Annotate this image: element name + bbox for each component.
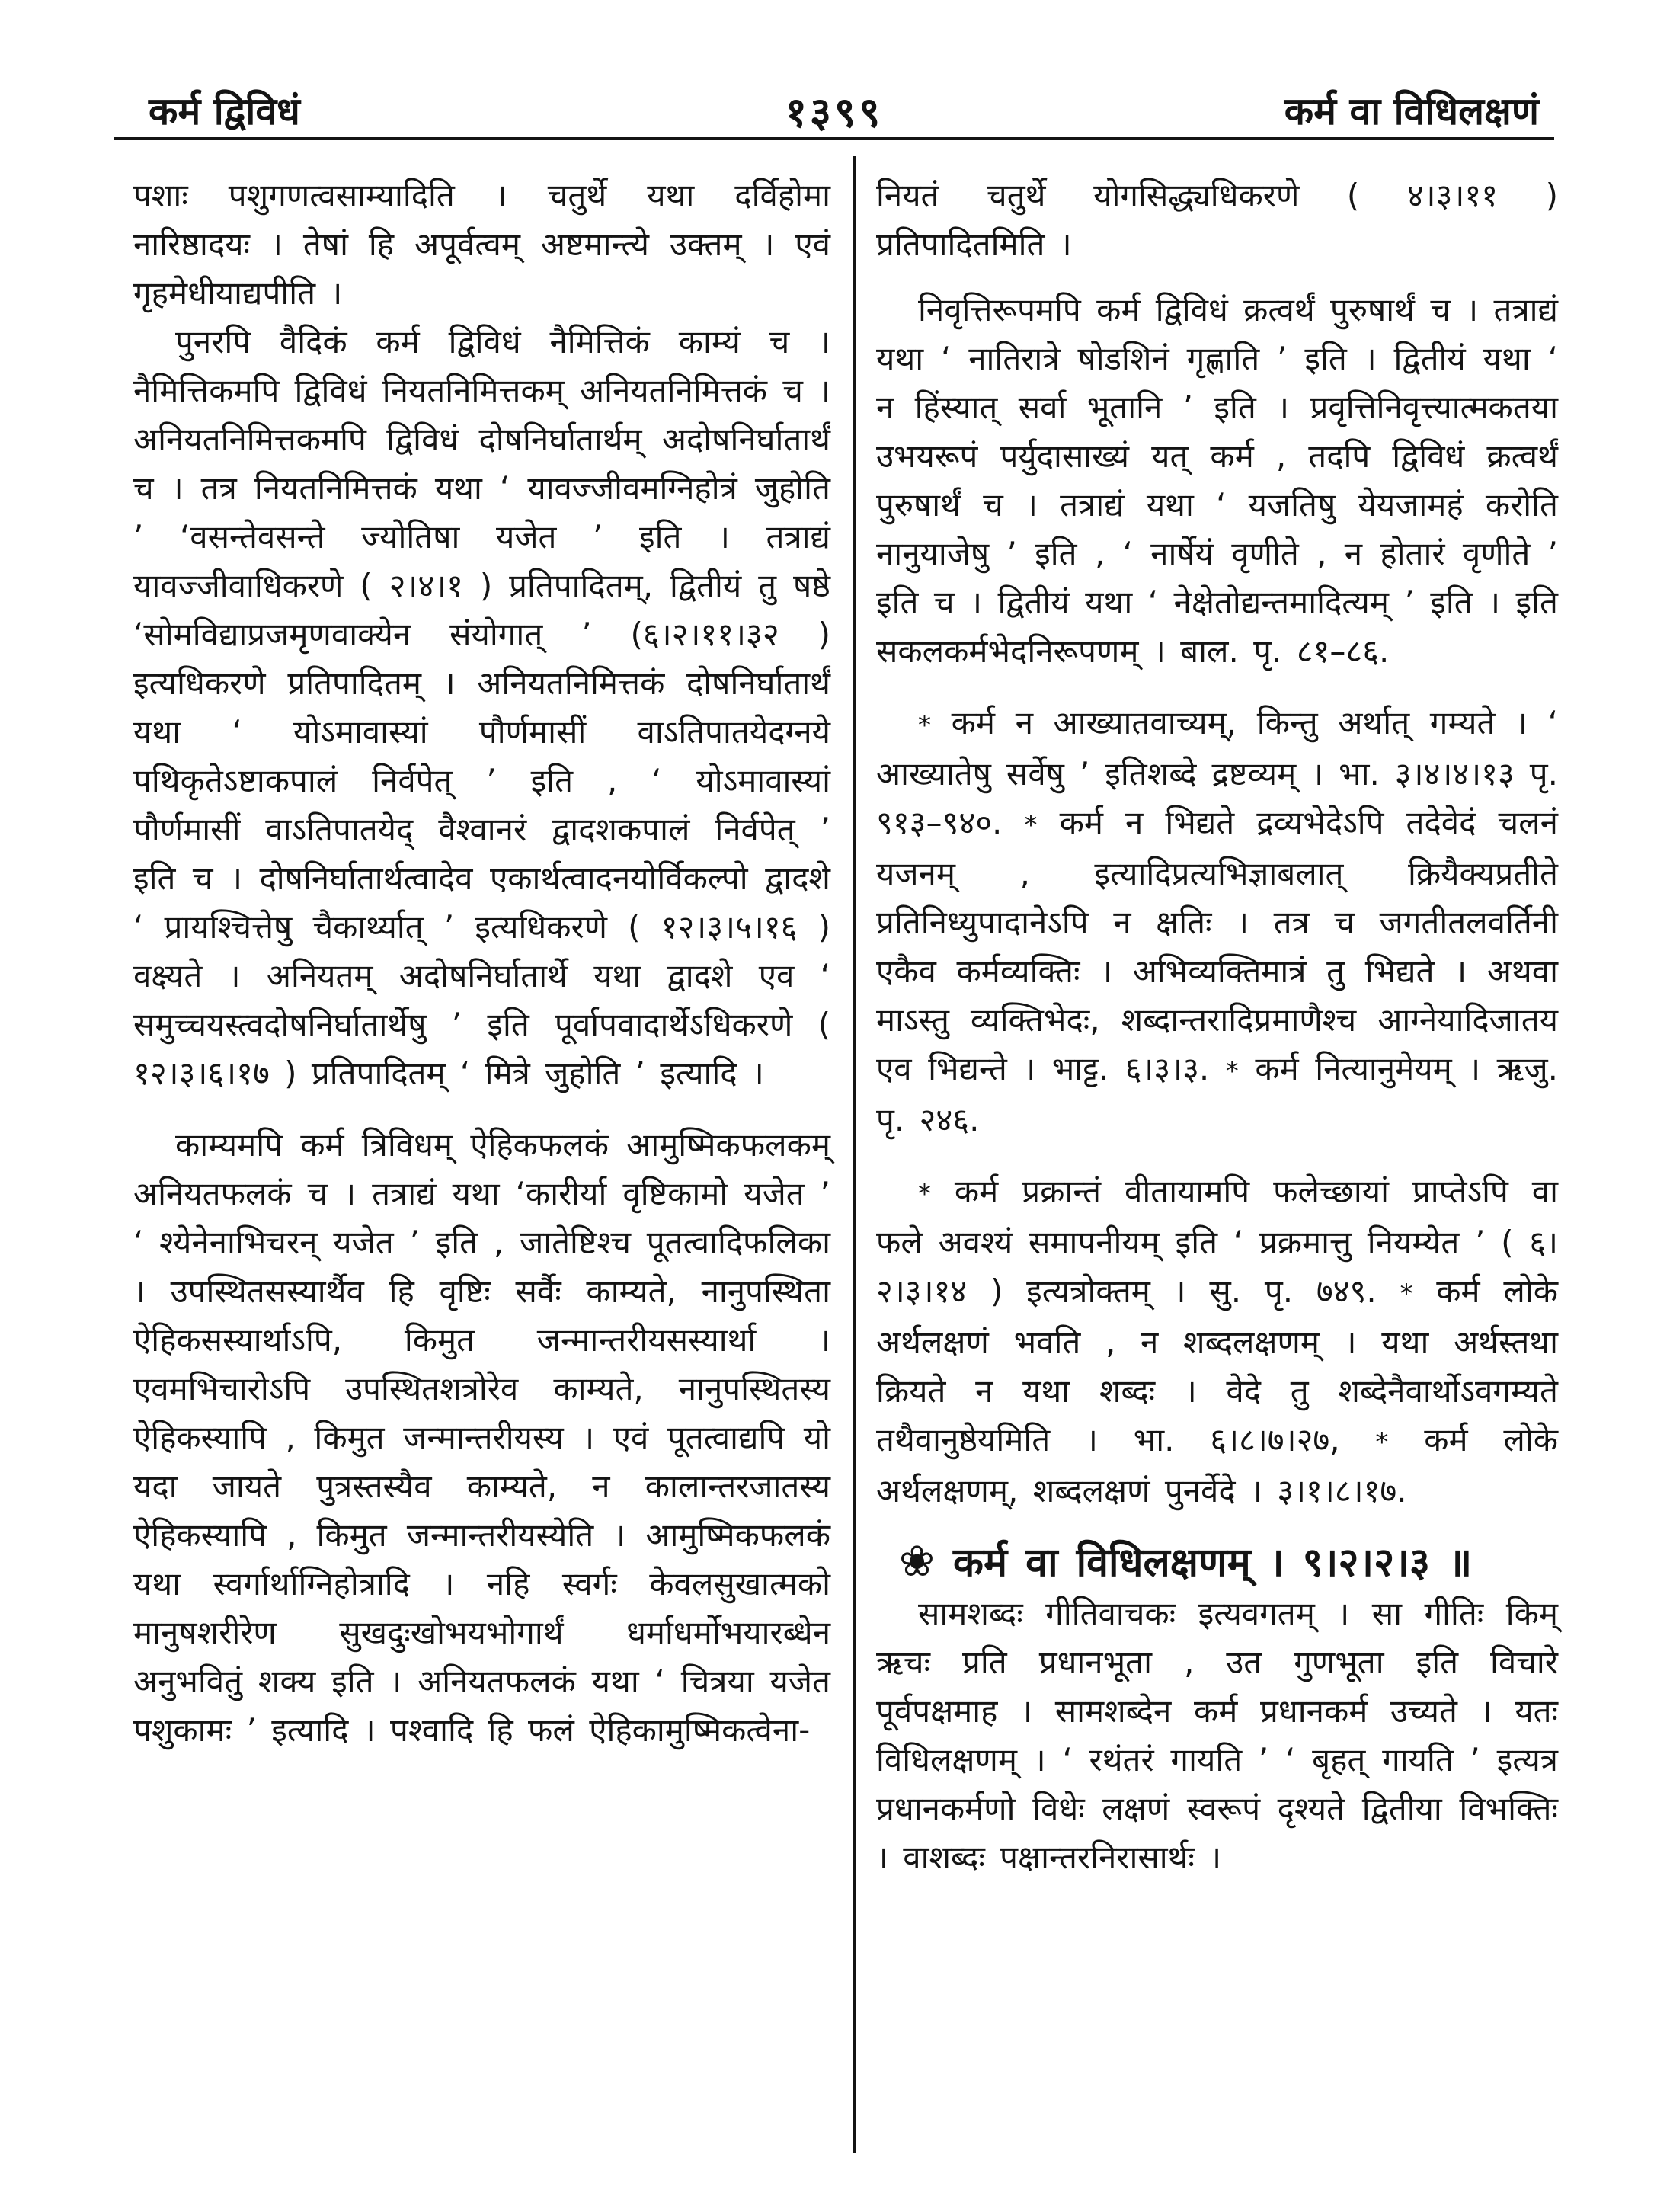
page-number: १३९९	[785, 88, 884, 136]
right-paragraph-2: निवृत्तिरूपमपि कर्म द्विविधं क्रत्वर्थं पुरुषार्थं च । तत्राद्यं यथा ‘ नातिरात्रे षोडशिनं गृह्णाति ’ इति । द्वितीयं यथा ‘ न हिंस्यात् सर्वा भूतानि ’ इति । प्रवृत्तिनिवृत्त्यात्मकतया उभयरूपं पर्युदासाख्यं यत् कर्म , तदपि द्विविधं क्रत्वर्थं पुरुषार्थं च । तत्राद्यं यथा ‘ यजतिषु येयजामहं करोति नानुयाजेषु ’ इति , ‘ नार्षेयं वृणीते , न होतारं वृणीते ’ इति च । द्वितीयं यथा ‘ नेक्षेतोद्यन्तमादित्यम् ’ इति । इति सकलकर्मभेदनिरूपणम् । बाल. पृ. ८१–८६.	[876, 291, 1558, 670]
right-column	[876, 171, 1558, 1882]
column-divider	[853, 156, 856, 2153]
section-ornament-icon: ❀	[899, 1537, 935, 1586]
entry-text-3: कर्म नित्यानुमेयम् । ऋजु. पृ. २४६.	[876, 1050, 1558, 1138]
entry-text-5: कर्म लोके अर्थलक्षणं भवति , न शब्दलक्षणम् । यथा अर्थस्तथा क्रियते न यथा शब्दः । वेदे तु शब्देनैवार्थोऽवगम्यते तथैवानुष्ठेयमिति । भा. ६।८।७।२७,	[876, 1272, 1558, 1458]
left-column	[133, 171, 830, 1755]
left-paragraph-3: काम्यमपि कर्म त्रिविधम् ऐहिकफलकं आमुष्मिकफलकम् अनियतफलकं च । तत्राद्यं यथा ‘कारीर्या वृष्टिकामो यजेत ’ ‘ श्येनेनाभिचरन् यजेत ’ इति , जातेष्टिश्च पूतत्वादिफलिका । उपस्थितसस्यार्थैव हि वृष्टिः सर्वैः काम्यते, नानुपस्थिता ऐहिकसस्यार्थाऽपि, किमुत जन्मान्तरीयसस्यार्था । एवमभिचारोऽपि उपस्थितशत्रोरेव काम्यते, नानुपस्थितस्य ऐहिकस्यापि , किमुत जन्मान्तरीयस्य । एवं पूतत्वाद्यपि यो यदा जायते पुत्रस्तस्यैव काम्यते, न कालान्तरजातस्य ऐहिकस्यापि , किमुत जन्मान्तरीयस्येति । आमुष्मिकफलकं यथा स्वर्गार्थाग्निहोत्रादि । नहि स्वर्गः केवलसुखात्मको मानुषशरीरेण सुखदुःखोभयभोगार्थं धर्माधर्मोभयारब्धेन अनुभवितुं शक्य इति । अनियतफलकं यथा ‘ चित्रया यजेत पशुकामः ’ इत्यादि । पश्वादि हि फलं ऐहिकामुष्मिकत्वेना-	[133, 1126, 830, 1749]
entry-star-marker: *	[1024, 810, 1038, 840]
entry-text-1: कर्म न आख्यातवाच्यम्, किन्तु अर्थात् गम्यते । ‘ आख्यातेषु सर्वेषु ’ इतिशब्दे द्रष्टव्यम् । भा. ३।४।४।१३ पृ. ९१३–९४०.	[876, 704, 1558, 841]
entry-text-6: कर्म लोके अर्थलक्षणम्, शब्दलक्षणं पुनर्वेदे । ३।१।८।१७.	[876, 1421, 1558, 1509]
entry-star-marker: *	[1375, 1427, 1389, 1458]
entry-star-marker: *	[1400, 1279, 1413, 1309]
header-rule	[114, 137, 1554, 140]
section-title: कर्म वा विधिलक्षणम् । ९।२।२।३ ॥	[953, 1540, 1473, 1586]
running-head-left: कर्म द्विविधं	[149, 89, 300, 133]
left-paragraph-1: पशाः पशुगणत्वसाम्यादिति । चतुर्थे यथा दर्विहोमा नारिष्ठादयः । तेषां हि अपूर्वत्वम् अष्टमान्त्ये उक्तम् । एवं गृहमेधीयाद्यपीति ।	[133, 177, 830, 312]
running-head-right: कर्म वा विधिलक्षणं	[1284, 89, 1539, 133]
section-heading	[876, 1535, 1558, 1589]
entry-star-marker: *	[918, 1179, 931, 1209]
entry-text-2: कर्म न भिद्यते द्रव्यभेदेऽपि तदेवेदं चलनं यजनम् , इत्यादिप्रत्यभिज्ञाबलात् क्रियैक्यप्रतीते प्रतिनिध्युपादानेऽपि न क्षतिः । तत्र च जगतीतलवर्तिनी एकैव कर्मव्यक्तिः । अभिव्यक्तिमात्रं तु भिद्यते । अथवा माऽस्तु व्यक्तिभेदः, शब्दान्तरादिप्रमाणैश्च आग्नेयादिजातय एव भिद्यन्ते । भाट्ट. ६।३।३.	[876, 804, 1558, 1087]
right-paragraph-3	[876, 699, 1558, 1144]
left-paragraph-2: पुनरपि वैदिकं कर्म द्विविधं नैमित्तिकं काम्यं च । नैमित्तिकमपि द्विविधं नियतनिमित्तकम् अनियतनिमित्तकं च । अनियतनिमित्तकमपि द्विविधं दोषनिर्घातार्थम् अदोषनिर्घातार्थं च । तत्र नियतनिमित्तकं यथा ‘ यावज्जीवमग्निहोत्रं जुहोति ’ ‘वसन्तेवसन्ते ज्योतिषा यजेत ’ इति । तत्राद्यं यावज्जीवाधिकरणे ( २।४।१ ) प्रतिपादितम्, द्वितीयं तु षष्ठे ‘सोमविद्याप्रजमृणवाक्येन संयोगात् ’ (६।२।११।३२ ) इत्यधिकरणे प्रतिपादितम् । अनियतनिमित्तकं दोषनिर्घातार्थं यथा ‘ योऽमावास्यां पौर्णमासीं वाऽतिपातयेदग्नये पथिकृतेऽष्टाकपालं निर्वपेत् ’ इति , ‘ योऽमावास्यां पौर्णमासीं वाऽतिपातयेद् वैश्वानरं द्वादशकपालं निर्वपेत् ’ इति च । दोषनिर्घातार्थत्वादेव एकार्थत्वादनयोर्विकल्पो द्वादशे ‘ प्रायश्चित्तेषु चैकार्थ्यात् ’ इत्यधिकरणे ( १२।३।५।१६ ) वक्ष्यते । अनियतम् अदोषनिर्घातार्थे यथा द्वादशे एव ‘ समुच्चयस्त्वदोषनिर्घातार्थेषु ’ इति पूर्वापवादार्थेऽधिकरणे ( १२।३।६।१७ ) प्रतिपादितम् ‘ मित्रे जुहोति ’ इत्यादि ।	[133, 323, 830, 1092]
entry-star-marker: *	[918, 710, 931, 741]
right-paragraph-5: सामशब्दः गीतिवाचकः इत्यवगतम् । सा गीतिः किम् ऋचः प्रति प्रधानभूता , उत गुणभूता इति विचारे पूर्वपक्षमाह । सामशब्देन कर्म प्रधानकर्म उच्यते । यतः विधिलक्षणम् । ‘ रथंतरं गायति ’ ‘ बृहत् गायति ’ इत्यत्र प्रधानकर्मणो विधेः लक्षणं स्वरूपं दृश्यते द्वितीया विभक्तिः । वाशब्दः पक्षान्तरनिरासार्थः ।	[876, 1595, 1558, 1876]
right-paragraph-1: नियतं चतुर्थे योगसिद्ध्यधिकरणे ( ४।३।११ ) प्रतिपादितमिति ।	[876, 177, 1558, 263]
right-paragraph-4	[876, 1167, 1558, 1516]
entry-text-4: कर्म प्रक्रान्तं वीतायामपि फलेच्छायां प्राप्तेऽपि वा फले अवश्यं समापनीयम् इति ‘ प्रक्रमात्तु नियम्येत ’ ( ६।२।३।१४ ) इत्यत्रोक्तम् । सु. पृ. ७४९.	[876, 1173, 1558, 1310]
entry-star-marker: *	[1225, 1056, 1239, 1087]
